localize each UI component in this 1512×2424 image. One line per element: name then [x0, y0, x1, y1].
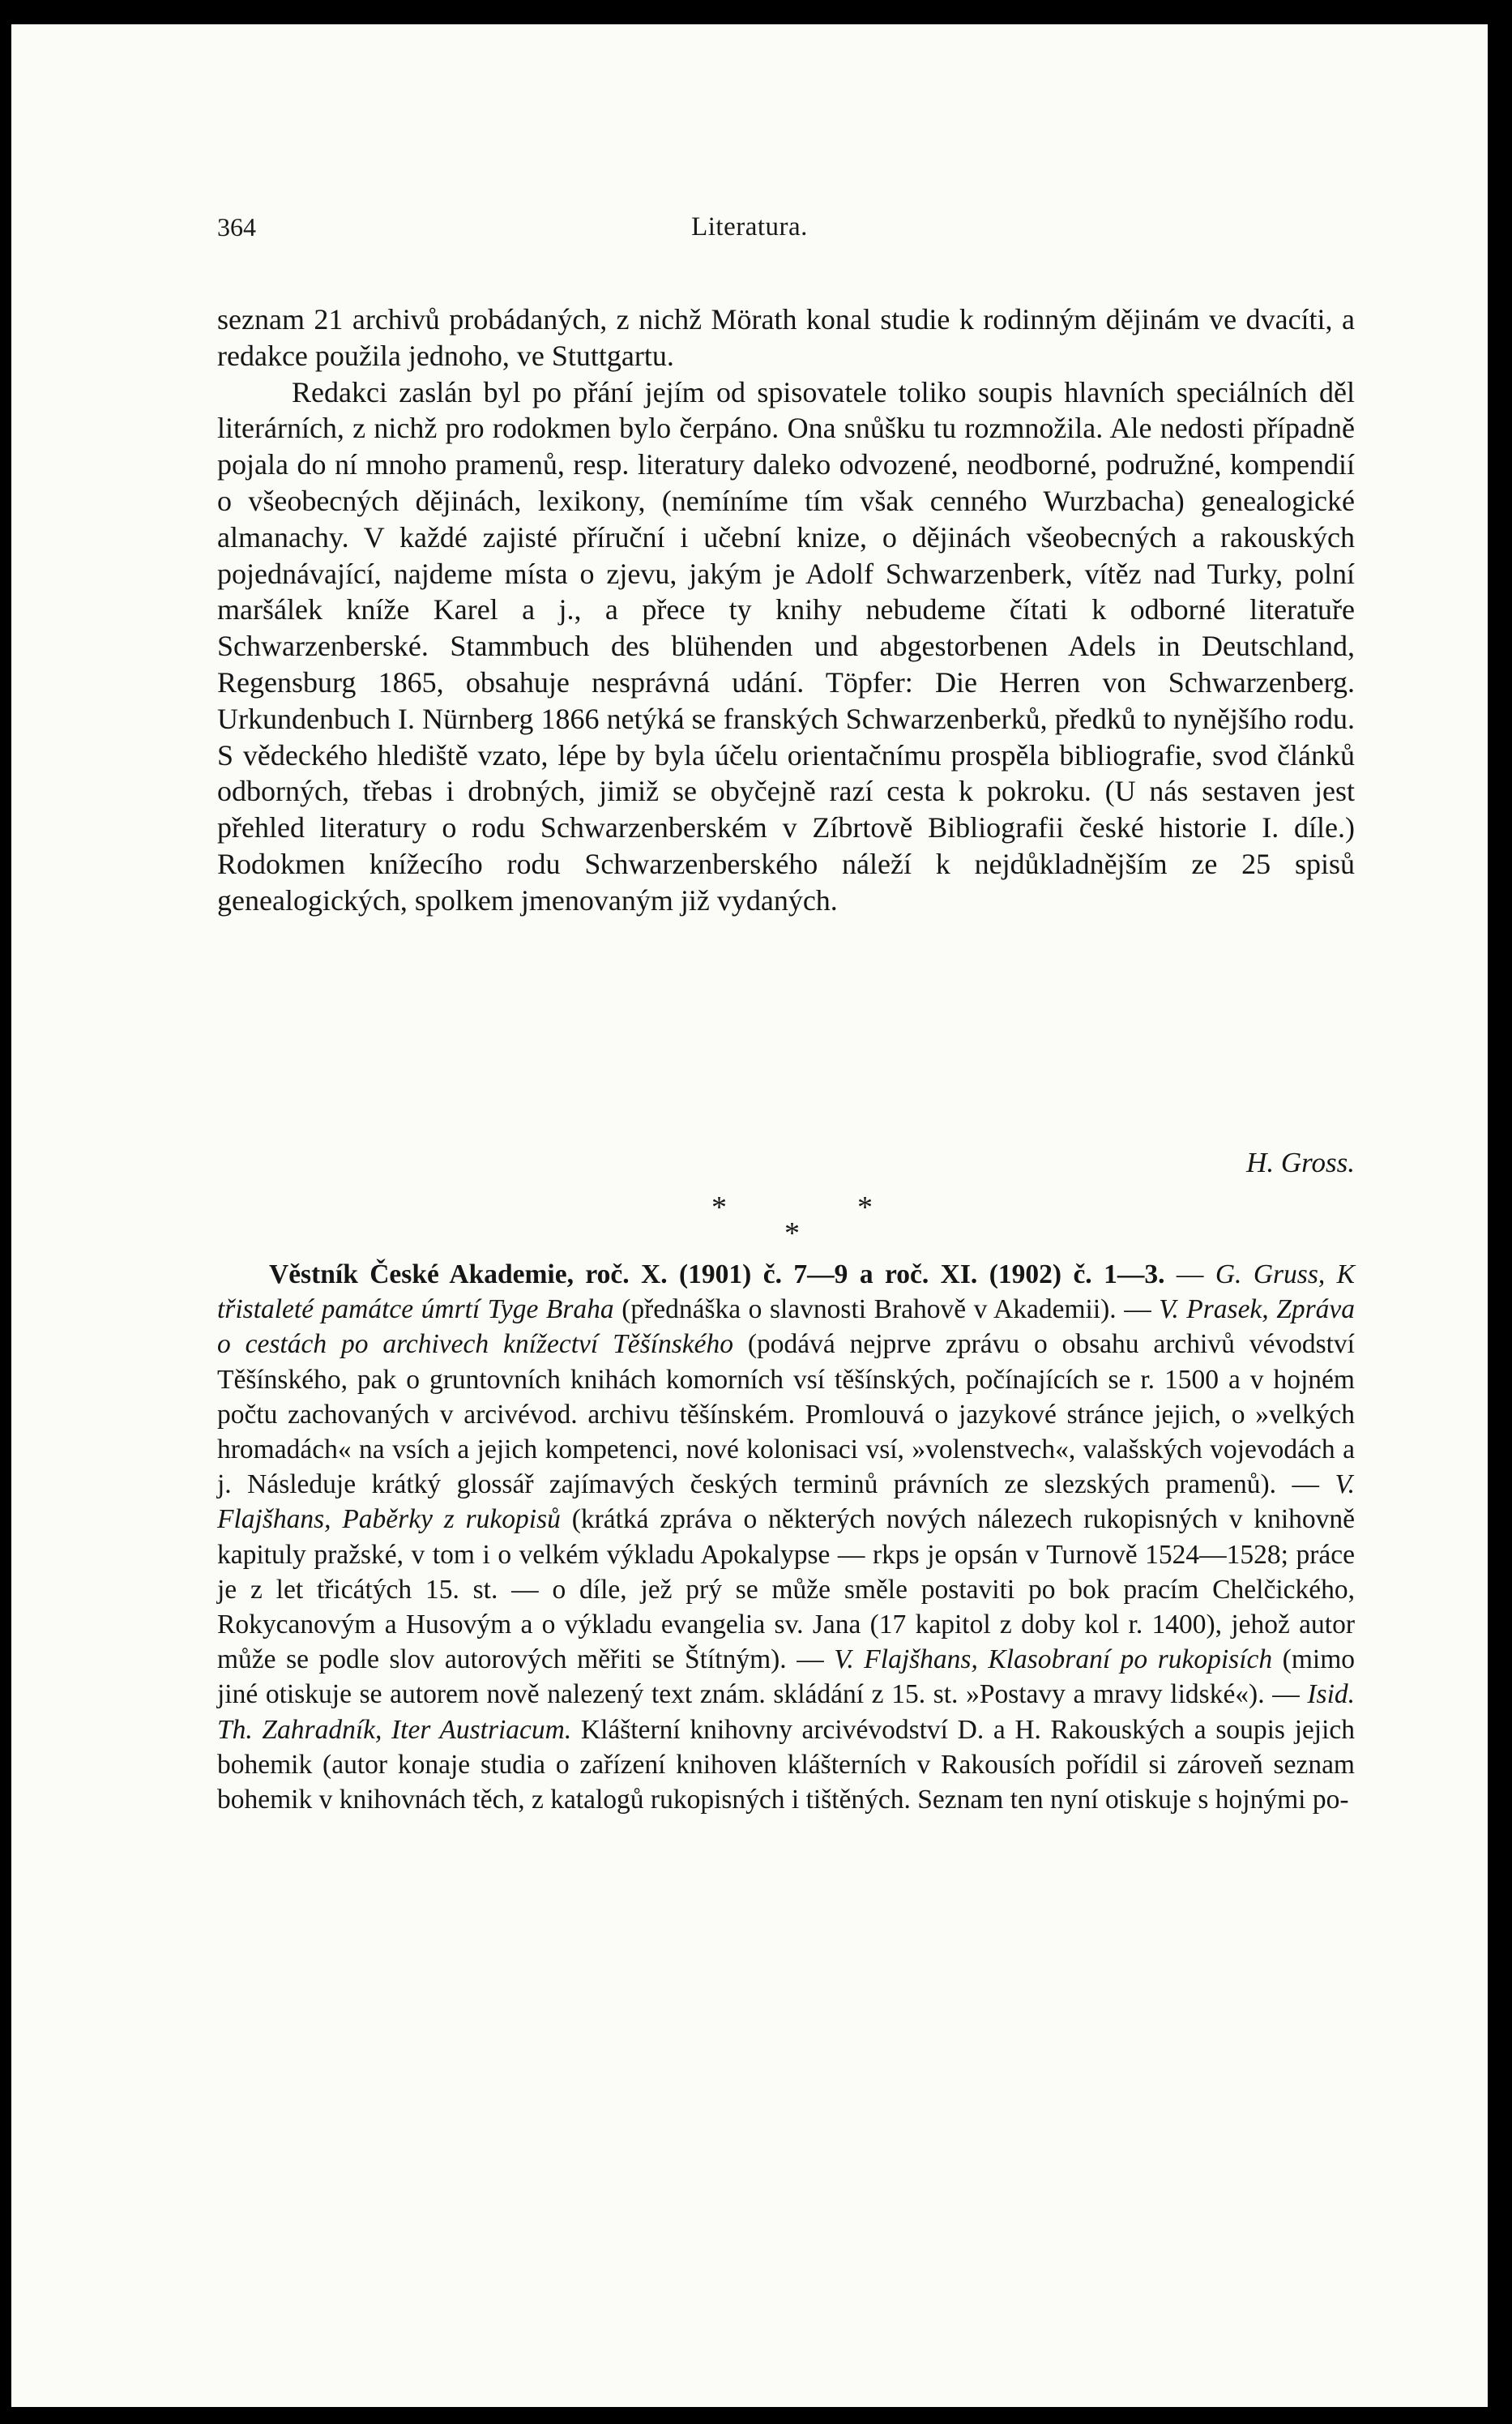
- scanned-page: [11, 24, 1488, 2407]
- paragraph-1: seznam 21 archivů probádaných, z nichž Mörath konal studie k rodinným dějinám ve dvacíti, a redakce použila jednoho, ve Stuttgartu.: [217, 303, 1355, 372]
- journal-review-paragraph: [217, 1257, 1355, 1817]
- journal-heading: Věstník České Akademie, roč. X. (1901) č. 7—9 a roč. XI. (1902) č. 1—3.: [269, 1259, 1165, 1289]
- article-gruss: G. Gruss, K třistaleté památce úmrtí Tyge Braha: [217, 1259, 1356, 1325]
- paragraph-2: Redakci zaslán byl po přání jejím od spisovatele toliko soupis hlavních speciálních děl literárních, z nichž pro rodokmen bylo čerpáno. Ona snůšku tu rozmnožila. Ale nedosti případně pojala do ní mnoho pramenů, resp. literatury daleko odvozené, neodborné, podružné, kompendií o všeobecných dějinách, lexikony, (nemíníme tím však cenného Wurzbacha) genealogické almanachy. V každé zajisté příruční i učební knize, o dějinách všeobecných a rakouských pojednávající, najdeme místa o zjevu, jakým je Adolf Schwarzenberk, vítěz nad Turky, polní maršálek kníže Karel a j., a přece ty knihy nebudeme čítati k odborné literatuře Schwarzenberské. Stammbuch des blühenden und abgestorbenen Adels in Deutschland, Regensburg 1865, obsahuje nesprávná udání. Töpfer: Die Herren von Schwarzenberg. Urkundenbuch I. Nürnberg 1866 netýká se franských Schwarzenberků, předků to nynějšího rodu. S vědeckého hlediště vzato, lépe by byla účelu orientačnímu prospěla bibliografie, svod článků odborných, třebas i drobných, jimiž se obyčejně razí cesta k pokroku. (U nás sestaven jest přehled literatury o rodu Schwarzenberském v Zíbrtově Bibliografii české historie I. díle.) Rodokmen knížecího rodu Schwarzenberského náleží k nejdůkladnějším ze 25 spisů genealogických, spolkem jmenovaným již vydaných.: [217, 375, 1355, 917]
- section-separator: [11, 1183, 1488, 1248]
- review-section-1: [217, 301, 1355, 919]
- article-prasek: V. Prasek, Zpráva o cestách po archivech knížectví Těšínského: [217, 1294, 1355, 1360]
- running-title: Literatura.: [691, 212, 808, 242]
- review-section-2: [217, 1257, 1355, 1817]
- asterisk-right: *: [857, 1191, 873, 1225]
- review-text: (krátká zpráva o některých nových nálezech rukopisných v knihovně kapituly pražské, v tom i o velkém výkladu Apokalypse — rkps je opsán v Turnově 1524—1528; práce je z let třicátých 15. st. — o díle, jež prý se může směle postaviti po bok pracím Chelčického, Rokycanovým a Husovým a o výkladu evangelia sv. Jana (17 kapitol z doby kol r. 1400), jehož autor může se podle slov autorových měřiti se Štítným). —: [217, 1504, 1355, 1675]
- author-signature: H. Gross.: [1246, 1147, 1355, 1178]
- article-zahradnik: Isid. Th. Zahradník, Iter Austriacum.: [217, 1679, 1355, 1745]
- review-text: Klášterní knihovny arcivévodství D. a H. Rakouských a soupis jejich bohemik (autor konaje studia o zařízení knihoven klášterních v Rakousích pořídil si zároveň seznam bohemik v knihovnách těch, z katalogů rukopisných i tištěných. Seznam ten nyní otiskuje s hojnými po-: [217, 1714, 1356, 1815]
- review-text: (mimo jiné otiskuje se autorem nově nalezený text znám. skládání z 15. st. »Postavy a mravy lidské«). —: [217, 1644, 1355, 1710]
- review-text: (přednáška o slavnosti Brahově v Akademii). —: [613, 1294, 1160, 1325]
- article-flajshans-klasobrani: V. Flajšhans, Klasobraní po rukopisích: [834, 1644, 1273, 1675]
- asterisk-center: *: [784, 1216, 800, 1250]
- page-header: [11, 212, 1488, 253]
- review-text: —: [1164, 1259, 1215, 1289]
- asterisk-left: *: [711, 1191, 727, 1225]
- article-flajshans-paberky: V. Flajšhans, Paběrky z rukopisů: [217, 1469, 1355, 1535]
- review-text: (podává nejprve zprávu o obsahu archivů vévodství Těšínského, pak o gruntovních knihách komorních vsí těšínských, počínajících se r. 1500 a v hojném počtu zachovaných v arcivévod. archivu těšínském. Promlouvá o jazykové stránce jejich, o »velkých hromadách« na vsích a jejich kompetenci, nové kolonisaci vsí, »volenstvech«, valašských vojevodách a j. Následuje krátký glossář zajímavých českých terminů právních ze slezských pramenů). —: [217, 1329, 1355, 1500]
- page-number: 364: [217, 212, 256, 242]
